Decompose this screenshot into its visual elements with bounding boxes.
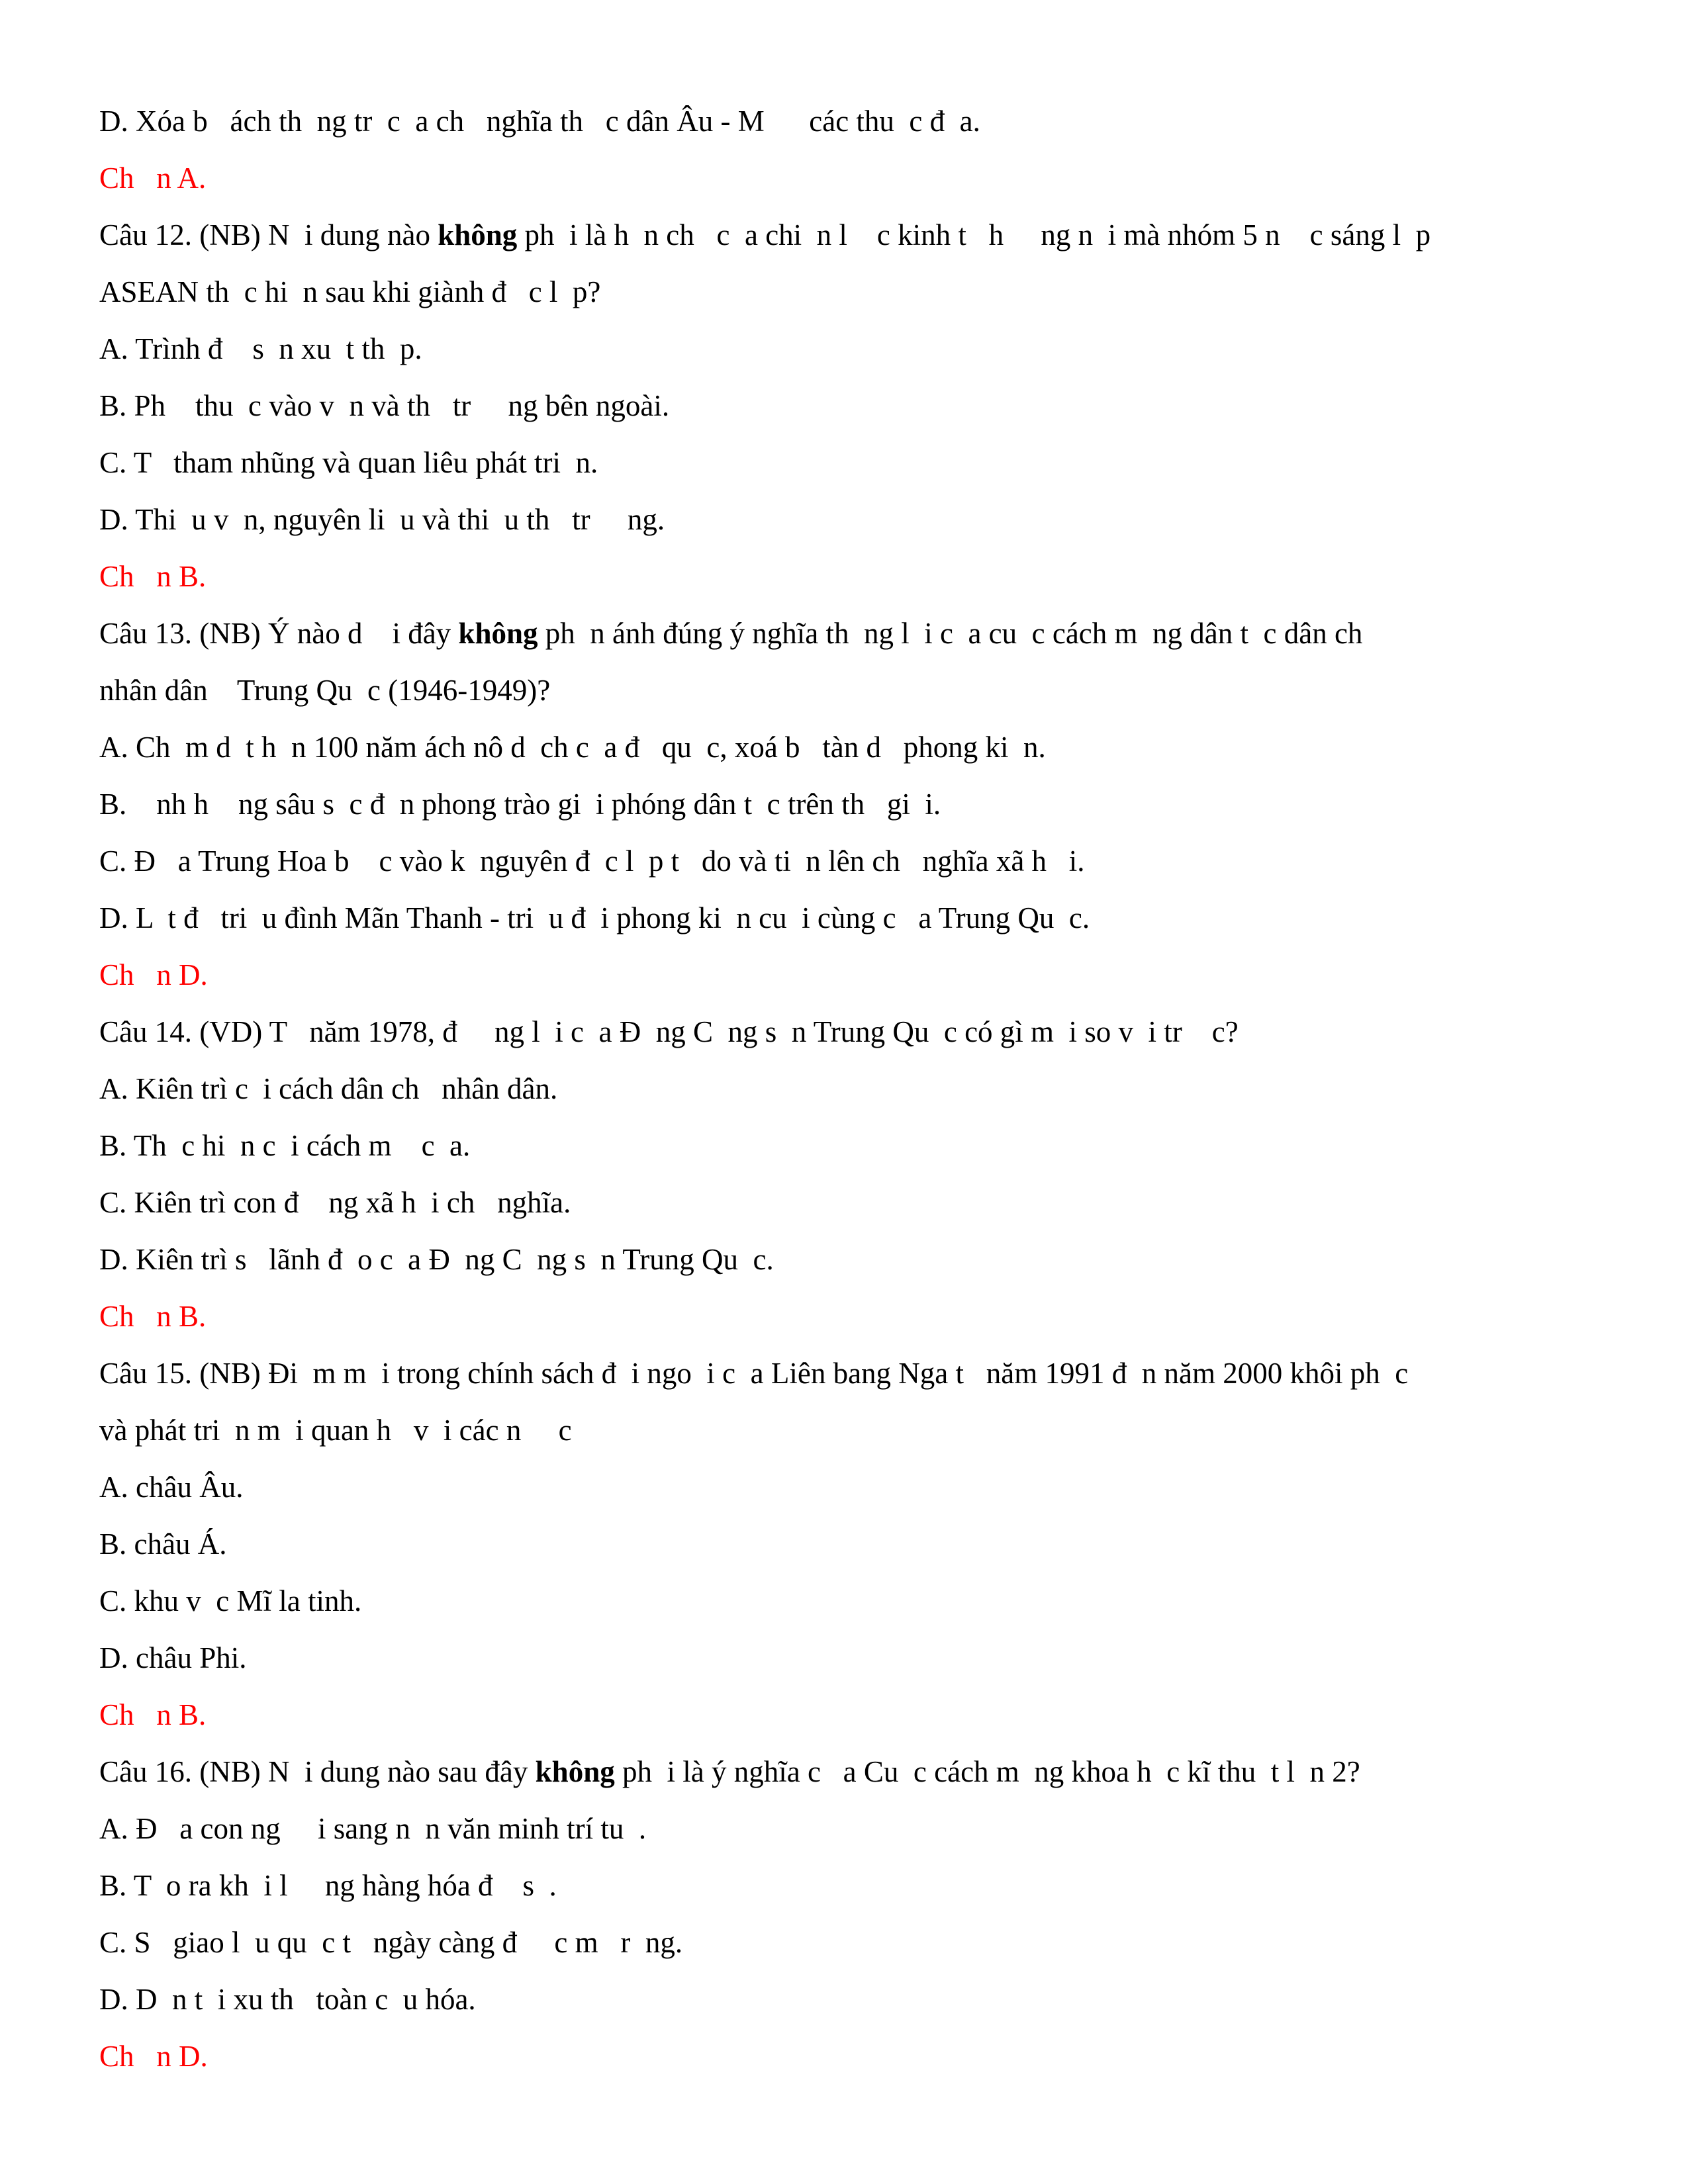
question-text-after: ph i là h n ch c a chi n l c kinh t h ng n i mà nhóm 5 n c sáng l p (517, 218, 1431, 251)
option-b-q12: B. Ph thu c vào v n và th tr ng bên ngoài. (99, 389, 670, 422)
answer-q16: Ch n D. (99, 2040, 208, 2073)
answer-q12: Ch n B. (99, 560, 207, 593)
answer-q15: Ch n B. (99, 1698, 207, 1731)
answer-q11: Ch n A. (99, 161, 207, 195)
option-b-q13: B. nh h ng sâu s c đ n phong trào gi i phóng dân t c trên th gi i. (99, 788, 941, 821)
question-12-continued: ASEAN th c hi n sau khi giành đ c l p? (99, 275, 601, 308)
question-13-continued: nhân dân Trung Qu c (1946-1949)? (99, 674, 551, 707)
option-c-q12: C. T tham nhũng và quan liêu phát tri n. (99, 446, 598, 479)
question-text-after: ph n ánh đúng ý nghĩa th ng l i c a cu c cách m ng dân t c dân ch (538, 617, 1363, 650)
question-16 (99, 1743, 1595, 1800)
option-b-q14: B. Th c hi n c i cách m c a. (99, 1129, 471, 1162)
option-a-q14: A. Kiên trì c i cách dân ch nhân dân. (99, 1072, 558, 1105)
option-d-q12: D. Thi u v n, nguyên li u và thi u th tr ng. (99, 503, 665, 536)
question-text-before: Câu 13. (NB) Ý nào d i đây (99, 617, 459, 650)
question-text-before: Câu 12. (NB) N i dung nào (99, 218, 438, 251)
question-text-after: ph i là ý nghĩa c a Cu c cách m ng khoa h c kĩ thu t l n 2? (614, 1755, 1360, 1788)
question-text-before: Câu 16. (NB) N i dung nào sau đây (99, 1755, 536, 1788)
question-bold-keyword: không (458, 617, 538, 650)
option-b-q15: B. châu Á. (99, 1527, 227, 1561)
question-bold-keyword: không (438, 218, 518, 251)
option-c-q13: C. Đ a Trung Hoa b c vào k nguyên đ c l p t do và ti n lên ch nghĩa xã h i. (99, 844, 1085, 878)
answer-q13: Ch n D. (99, 958, 208, 991)
option-c-q14: C. Kiên trì con đ ng xã h i ch nghĩa. (99, 1186, 571, 1219)
question-15-continued: và phát tri n m i quan h v i các n c (99, 1414, 572, 1447)
option-a-q16: A. Đ a con ng i sang n n văn minh trí tu . (99, 1812, 647, 1845)
option-d-q16: D. D n t i xu th toàn c u hóa. (99, 1983, 476, 2016)
option-c-q16: C. S giao l u qu c t ngày càng đ c m r ng. (99, 1926, 683, 1959)
question-12 (99, 206, 1595, 263)
option-d-q13: D. L t đ tri u đình Mãn Thanh - tri u đ i phong ki n cu i cùng c a Trung Qu c. (99, 901, 1090, 934)
option-a-q13: A. Ch m d t h n 100 năm ách nô d ch c a đ qu c, xoá b tàn d phong ki n. (99, 731, 1046, 764)
answer-q14: Ch n B. (99, 1300, 207, 1333)
option-d-q14: D. Kiên trì s lãnh đ o c a Đ ng C ng s n Trung Qu c. (99, 1243, 774, 1276)
option-b-q16: B. T o ra kh i l ng hàng hóa đ s . (99, 1869, 557, 1902)
option-d-q15: D. châu Phi. (99, 1641, 247, 1674)
document-page (99, 93, 1595, 2085)
question-15: Câu 15. (NB) Đi m m i trong chính sách đ i ngo i c a Liên bang Nga t năm 1991 đ n năm 2000 khôi ph c (99, 1357, 1409, 1390)
question-14: Câu 14. (VD) T năm 1978, đ ng l i c a Đ ng C ng s n Trung Qu c có gì m i so v i tr c? (99, 1015, 1239, 1048)
option-d-q11: D. Xóa b ách th ng tr c a ch nghĩa th c dân Âu - M các thu c đ a. (99, 105, 980, 138)
option-a-q15: A. châu Âu. (99, 1471, 244, 1504)
option-c-q15: C. khu v c Mĩ la tinh. (99, 1584, 362, 1617)
option-a-q12: A. Trình đ s n xu t th p. (99, 332, 422, 365)
question-bold-keyword: không (535, 1755, 615, 1788)
question-13 (99, 605, 1595, 662)
